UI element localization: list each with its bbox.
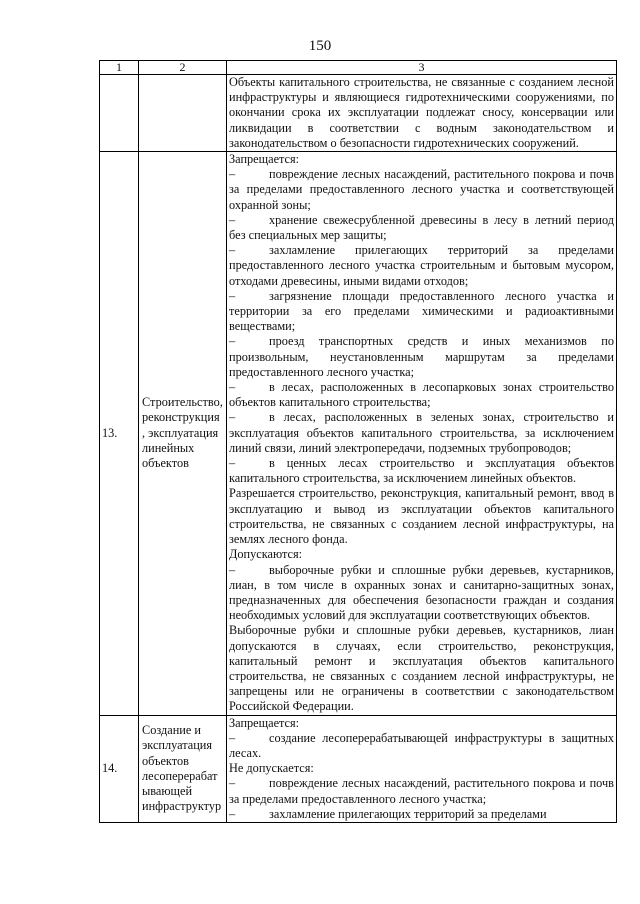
- bullet-dash: –: [229, 730, 236, 745]
- section-heading: Запрещается:: [229, 152, 300, 167]
- row-activity-name: Строительство, реконструкция , эксплуатация линейных объектов: [139, 152, 227, 716]
- bullet-item: [229, 213, 614, 243]
- bullet-dash: –: [229, 243, 236, 258]
- page-number: 150: [308, 38, 332, 54]
- bullet-dash: –: [229, 288, 236, 303]
- bullet-dash: –: [229, 562, 236, 577]
- bullet-item: [229, 807, 614, 822]
- bullet-dash: –: [229, 212, 236, 227]
- regulation-table: [99, 60, 617, 823]
- bullet-text: повреждение лесных насаждений, растительного покрова и почв за пределами предоставленного лесного участка;: [229, 776, 614, 806]
- bullet-dash: –: [229, 380, 236, 395]
- bullet-text: хранение свежесрубленной древесины в лесу в летний период без специальных мер защиты;: [229, 212, 614, 243]
- bullet-text: в лесах, расположенных в зеленых зонах, строительство и эксплуатация объектов капитального строительства, за исключением линий связи, линий электропередачи, подземных трубопроводов;: [229, 410, 614, 455]
- table-header-row: [100, 61, 617, 75]
- bullet-dash: –: [229, 806, 236, 821]
- bullet-text: повреждение лесных насаждений, растительного покрова и почв за пределами предоставленного лесного участка и соответствующей охранной зоны;: [229, 167, 614, 212]
- row-number: 14.: [100, 715, 139, 822]
- paragraph: Разрешается строительство, реконструкция, капитальный ремонт, ввод в эксплуатацию и вывод из эксплуатации объектов капитального строительства, не связанных с созданием лесной инфраструктуры, на землях лесного фонда.: [229, 486, 614, 547]
- bullet-dash: –: [229, 334, 236, 349]
- bullet-dash: –: [229, 167, 236, 182]
- bullet-item: [229, 563, 614, 624]
- bullet-item: [229, 334, 614, 380]
- bullet-text: захламление прилегающих территорий за пределами: [269, 806, 547, 821]
- bullet-text: проезд транспортных средств и иных механизмов по произвольным, неустановленным маршрутам за пределами предоставленного лесного участка;: [229, 334, 614, 379]
- section-heading: Не допускается:: [229, 761, 314, 776]
- paragraph: Выборочные рубки и сплошные рубки деревьев, кустарников, лиан допускаются в случаях, если строительство, реконструкция, капитальный ремонт и эксплуатация объектов капитального строительства, не связанных с созданием лесной инфраструктуры, не запрещены или не ограничены в соответствии с законодательством Российской Федерации.: [229, 623, 614, 714]
- bullet-item: [229, 456, 614, 486]
- bullet-text: создание лесоперерабатывающей инфраструктуры в защитных лесах.: [229, 730, 614, 760]
- bullet-item: [229, 731, 614, 761]
- bullet-text: загрязнение площади предоставленного лесного участка и территории за его пределами химическими и радиоактивными веществами;: [229, 288, 614, 334]
- header-col-2: 2: [139, 61, 227, 75]
- bullet-item: [229, 289, 614, 335]
- bullet-text: в лесах, расположенных в лесопарковых зонах строительство объектов капитального строительства;: [229, 380, 614, 410]
- table-row: [100, 152, 617, 716]
- bullet-item: [229, 380, 614, 410]
- row-number: 13.: [100, 152, 139, 716]
- bullet-dash: –: [229, 776, 236, 791]
- row-activity-name: [139, 75, 227, 152]
- bullet-text: выборочные рубки и сплошные рубки деревьев, кустарников, лиан, в том числе в охранных зонах и санитарно-защитных зонах, предназначенных для обеспечения безопасности граждан и создания необходимых условий для эксплуатации соответствующих объектов.: [229, 562, 614, 623]
- paragraph: Объекты капитального строительства, не связанные с созданием лесной инфраструктуры и являющиеся гидротехническими сооружениями, по окончании срока их эксплуатации подлежат сносу, консервации или ликвидации в соответствии с водным законодательством и законодательством о безопасности гидротехнических сооружений.: [229, 75, 614, 150]
- section-heading: Запрещается:: [229, 715, 300, 730]
- bullet-item: [229, 776, 614, 806]
- table-row: [100, 75, 617, 152]
- header-col-1: 1: [100, 61, 139, 75]
- header-col-3: 3: [227, 61, 617, 75]
- row-number: [100, 75, 139, 152]
- row-requirements: [227, 75, 617, 152]
- bullet-text: в ценных лесах строительство и эксплуатация объектов капитального строительства, за исключением линейных объектов.: [229, 456, 614, 486]
- row-requirements: [227, 715, 617, 822]
- bullet-dash: –: [229, 410, 236, 425]
- bullet-item: [229, 243, 614, 289]
- bullet-item: [229, 167, 614, 213]
- row-requirements: [227, 152, 617, 716]
- bullet-text: захламление прилегающих территорий за пределами предоставленного лесного участка строительным и бытовым мусором, отходами древесины, иными видами отходов;: [229, 243, 614, 288]
- row-activity-name: Создание и эксплуатация объектов лесоперерабат ывающей инфраструктур: [139, 715, 227, 822]
- table-row: [100, 715, 617, 822]
- bullet-dash: –: [229, 456, 236, 471]
- section-heading: Допускаются:: [229, 547, 303, 562]
- bullet-item: [229, 410, 614, 456]
- table-body: [100, 61, 617, 823]
